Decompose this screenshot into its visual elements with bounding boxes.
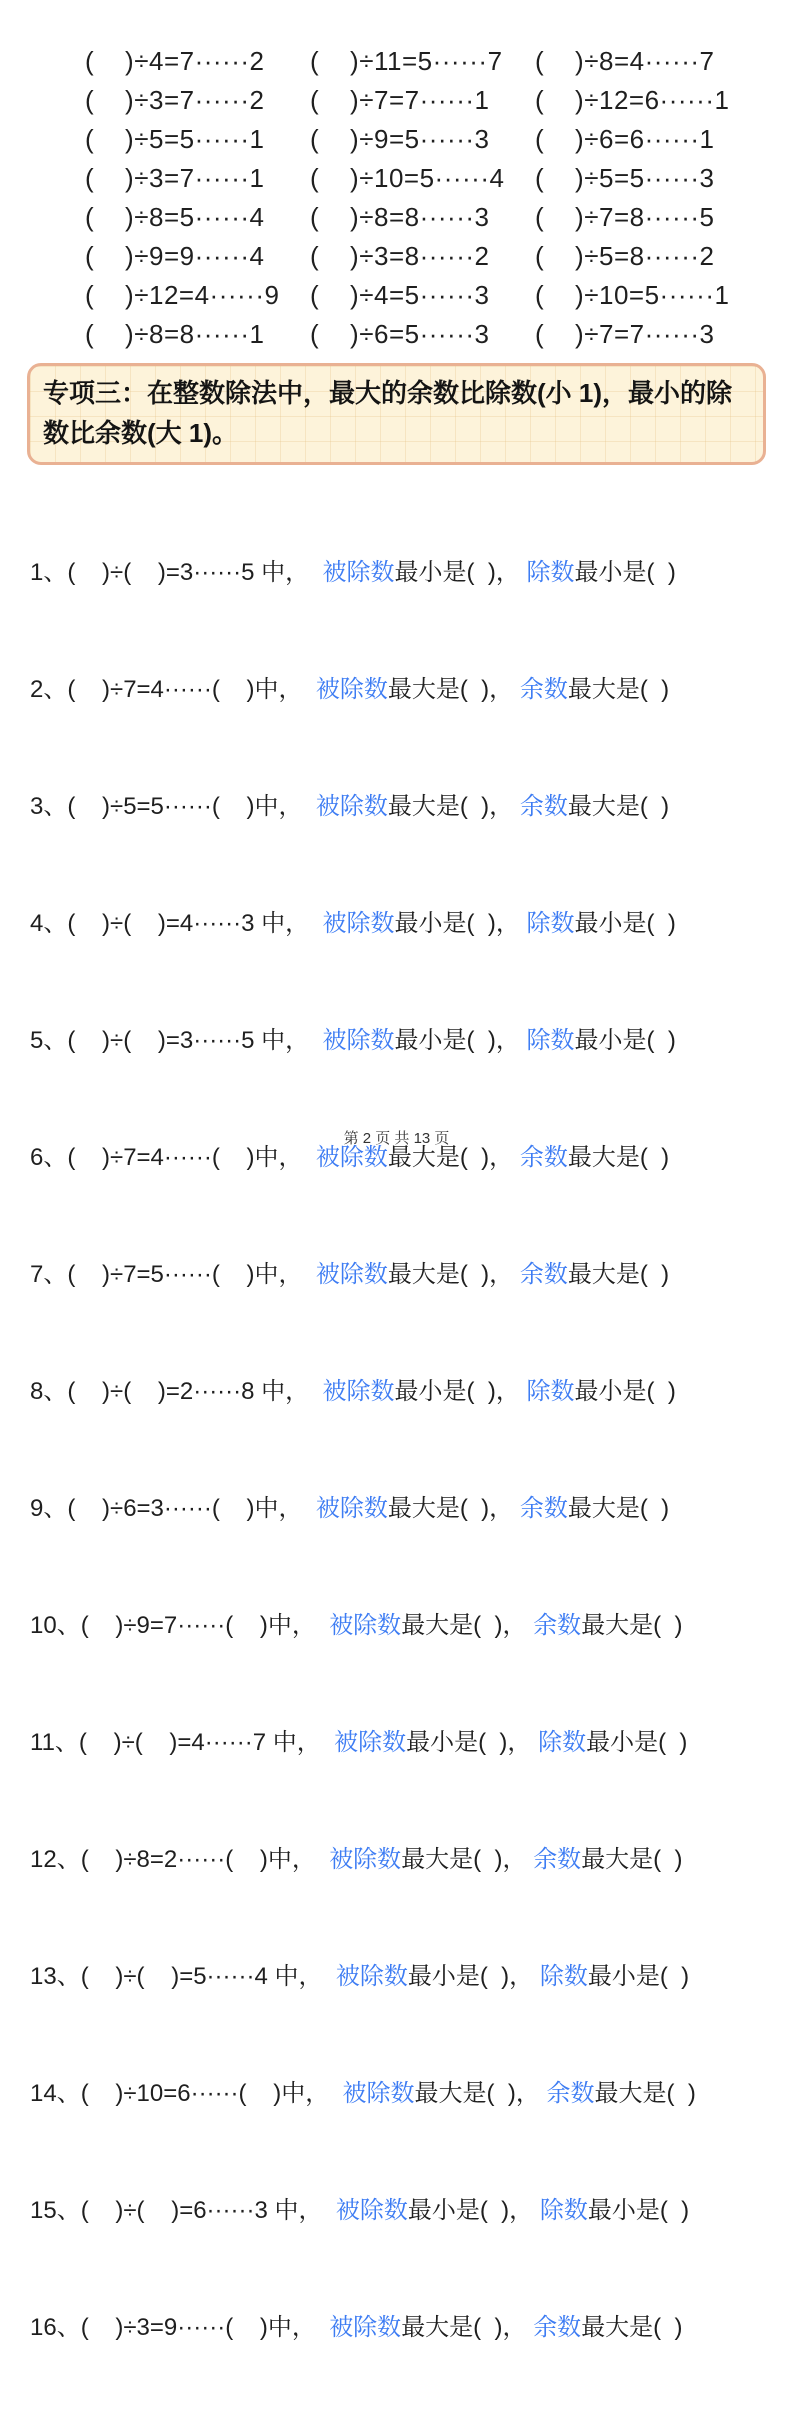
problem-row [30,1021,793,1060]
term-divisor-or-remainder: 除数 [539,2197,588,2224]
page-footer: 第 2 页 共 13 页 [343,1130,450,1147]
problem-number: 4、 [30,910,68,937]
problem-question-1: 最大是( )， [387,676,520,703]
problem-number: 10、 [30,1612,81,1639]
problem-number: 2、 [30,676,68,703]
division-equation: ( )÷7=8······5 [535,202,715,232]
problem-question-2: 最大是( ) [567,676,670,703]
problem-equation: ( )÷( )=4······3 中， [67,910,323,937]
division-equation: ( )÷8=8······3 [310,202,490,232]
term-dividend: 被除数 [315,1144,388,1171]
division-equation: ( )÷10=5······1 [535,280,730,310]
problem-row [30,1372,793,1411]
problem-row [30,2308,793,2347]
division-equation: ( )÷5=5······3 [535,163,715,193]
problem-question-2: 最大是( ) [581,2314,683,2341]
division-equation: ( )÷7=7······1 [310,85,490,115]
problem-number: 16、 [30,2314,81,2341]
term-divisor-or-remainder: 余数 [533,1612,582,1639]
problem-number: 13、 [30,1963,81,1990]
problem-question-2: 最大是( ) [581,1612,683,1639]
term-divisor-or-remainder: 除数 [526,1378,575,1405]
term-dividend: 被除数 [335,1963,408,1990]
term-divisor-or-remainder: 余数 [533,2314,582,2341]
problem-question-2: 最大是( ) [567,1261,670,1288]
problem-equation: ( )÷9=7······( )中， [80,1612,330,1639]
division-equation: ( )÷9=9······4 [85,241,265,271]
section-note-box [27,363,766,465]
term-dividend: 被除数 [315,1261,388,1288]
term-divisor-or-remainder: 余数 [533,1846,582,1873]
term-divisor-or-remainder: 余数 [519,1495,568,1522]
problem-question-1: 最小是( )， [394,1027,527,1054]
problem-question-1: 最小是( )， [407,2197,540,2224]
problem-number: 15、 [30,2197,81,2224]
problem-question-1: 最大是( )， [414,2080,547,2107]
term-dividend: 被除数 [329,2314,402,2341]
problem-row [30,1255,793,1294]
problem-number: 14、 [30,2080,81,2107]
problem-question-1: 最小是( )， [394,910,527,937]
problem-question-1: 最小是( )， [406,1729,539,1756]
division-equation: ( )÷3=7······1 [85,163,265,193]
division-equation: ( )÷8=4······7 [535,46,715,76]
division-equation: ( )÷6=5······3 [310,319,490,349]
division-equation: ( )÷5=8······2 [535,241,715,271]
problem-row [30,553,793,592]
division-equation: ( )÷3=8······2 [310,241,490,271]
term-dividend: 被除数 [329,1612,402,1639]
problem-question-2: 最小是( ) [587,1963,690,1990]
problem-question-1: 最小是( )， [394,1378,527,1405]
problem-question-1: 最小是( )， [407,1963,540,1990]
problem-question-2: 最大是( ) [567,793,670,820]
division-equation: ( )÷11=5······7 [310,46,503,76]
term-dividend: 被除数 [335,2197,408,2224]
division-equation: ( )÷6=6······1 [535,124,715,154]
problem-row [30,904,793,943]
problem-question-1: 最大是( )， [401,2314,534,2341]
problem-number: 11、 [30,1729,79,1756]
problem-equation: ( )÷7=4······( )中， [67,1144,316,1171]
problem-question-2: 最小是( ) [587,2197,690,2224]
problem-number: 9、 [30,1495,68,1522]
problem-question-2: 最大是( ) [567,1144,670,1171]
problem-row [30,1606,793,1645]
division-equation: ( )÷5=5······1 [85,124,265,154]
problem-question-2: 最大是( ) [581,1846,683,1873]
problem-question-1: 最大是( )， [401,1612,534,1639]
division-equation: ( )÷7=7······3 [535,319,715,349]
problem-question-2: 最大是( ) [567,1495,670,1522]
division-equations-grid [85,42,793,354]
problem-equation: ( )÷5=5······( )中， [67,793,316,820]
section-note-text: 专项三：在整数除法中，最大的余数比除数(小 1)，最小的除数比余数(大 1)。 [43,378,733,448]
term-dividend: 被除数 [322,559,395,586]
division-equation: ( )÷3=7······2 [85,85,265,115]
term-divisor-or-remainder: 除数 [526,559,575,586]
division-equation: ( )÷4=7······2 [85,46,265,76]
problem-row [30,670,793,709]
division-equation: ( )÷12=6······1 [535,85,730,115]
problem-number: 7、 [30,1261,68,1288]
worksheet-page [0,42,793,2425]
problem-question-2: 最大是( ) [594,2080,696,2107]
division-equation: ( )÷12=4······9 [85,280,280,310]
term-divisor-or-remainder: 余数 [519,676,568,703]
problem-equation: ( )÷( )=6······3 中， [80,2197,336,2224]
term-dividend: 被除数 [315,793,388,820]
problem-equation: ( )÷( )=3······5 中， [67,559,323,586]
problem-row [30,1723,793,1762]
problem-row [30,2074,793,2113]
problem-question-2: 最小是( ) [574,1027,676,1054]
problem-row [30,1489,793,1528]
problem-question-1: 最小是( )， [394,559,527,586]
term-divisor-or-remainder: 除数 [538,1729,587,1756]
problem-equation: ( )÷7=5······( )中， [67,1261,316,1288]
problems-list [30,475,793,2425]
problem-row [30,1840,793,1879]
problem-number: 1、 [30,559,68,586]
term-divisor-or-remainder: 除数 [539,1963,588,1990]
problem-question-2: 最小是( ) [574,1378,676,1405]
problem-equation: ( )÷8=2······( )中， [80,1846,330,1873]
problem-equation: ( )÷( )=2······8 中， [67,1378,323,1405]
term-dividend: 被除数 [322,910,395,937]
problem-question-1: 最大是( )， [387,1144,520,1171]
division-equation: ( )÷9=5······3 [310,124,490,154]
problem-equation: ( )÷( )=3······5 中， [67,1027,323,1054]
problem-equation: ( )÷( )=5······4 中， [80,1963,336,1990]
problem-equation: ( )÷3=9······( )中， [80,2314,330,2341]
problem-row [30,1957,793,1996]
division-equation: ( )÷10=5······4 [310,163,505,193]
term-dividend: 被除数 [322,1027,395,1054]
problem-row [30,787,793,826]
problem-number: 8、 [30,1378,68,1405]
problem-equation: ( )÷6=3······( )中， [67,1495,316,1522]
term-divisor-or-remainder: 余数 [519,1144,568,1171]
term-divisor-or-remainder: 余数 [519,793,568,820]
term-divisor-or-remainder: 余数 [519,1261,568,1288]
problem-question-1: 最大是( )， [387,793,520,820]
problem-question-1: 最大是( )， [387,1261,520,1288]
problem-row [30,2191,793,2230]
problem-question-1: 最大是( )， [401,1846,534,1873]
division-equation: ( )÷8=5······4 [85,202,265,232]
term-divisor-or-remainder: 余数 [546,2080,595,2107]
term-dividend: 被除数 [329,1846,402,1873]
problem-equation: ( )÷10=6······( )中， [80,2080,343,2107]
problem-number: 12、 [30,1846,81,1873]
term-dividend: 被除数 [334,1729,407,1756]
problem-number: 3、 [30,793,68,820]
term-dividend: 被除数 [315,1495,388,1522]
problem-equation: ( )÷( )=4······7 中， [78,1729,335,1756]
problem-number: 5、 [30,1027,68,1054]
problem-question-2: 最小是( ) [586,1729,688,1756]
term-dividend: 被除数 [342,2080,415,2107]
problem-question-1: 最大是( )， [387,1495,520,1522]
term-dividend: 被除数 [322,1378,395,1405]
problem-number: 6、 [30,1144,68,1171]
division-equation: ( )÷8=8······1 [85,319,265,349]
term-divisor-or-remainder: 除数 [526,910,575,937]
term-dividend: 被除数 [315,676,388,703]
problem-question-2: 最小是( ) [574,910,676,937]
problem-equation: ( )÷7=4······( )中， [67,676,316,703]
term-divisor-or-remainder: 除数 [526,1027,575,1054]
division-equation: ( )÷4=5······3 [310,280,490,310]
problem-question-2: 最小是( ) [574,559,676,586]
